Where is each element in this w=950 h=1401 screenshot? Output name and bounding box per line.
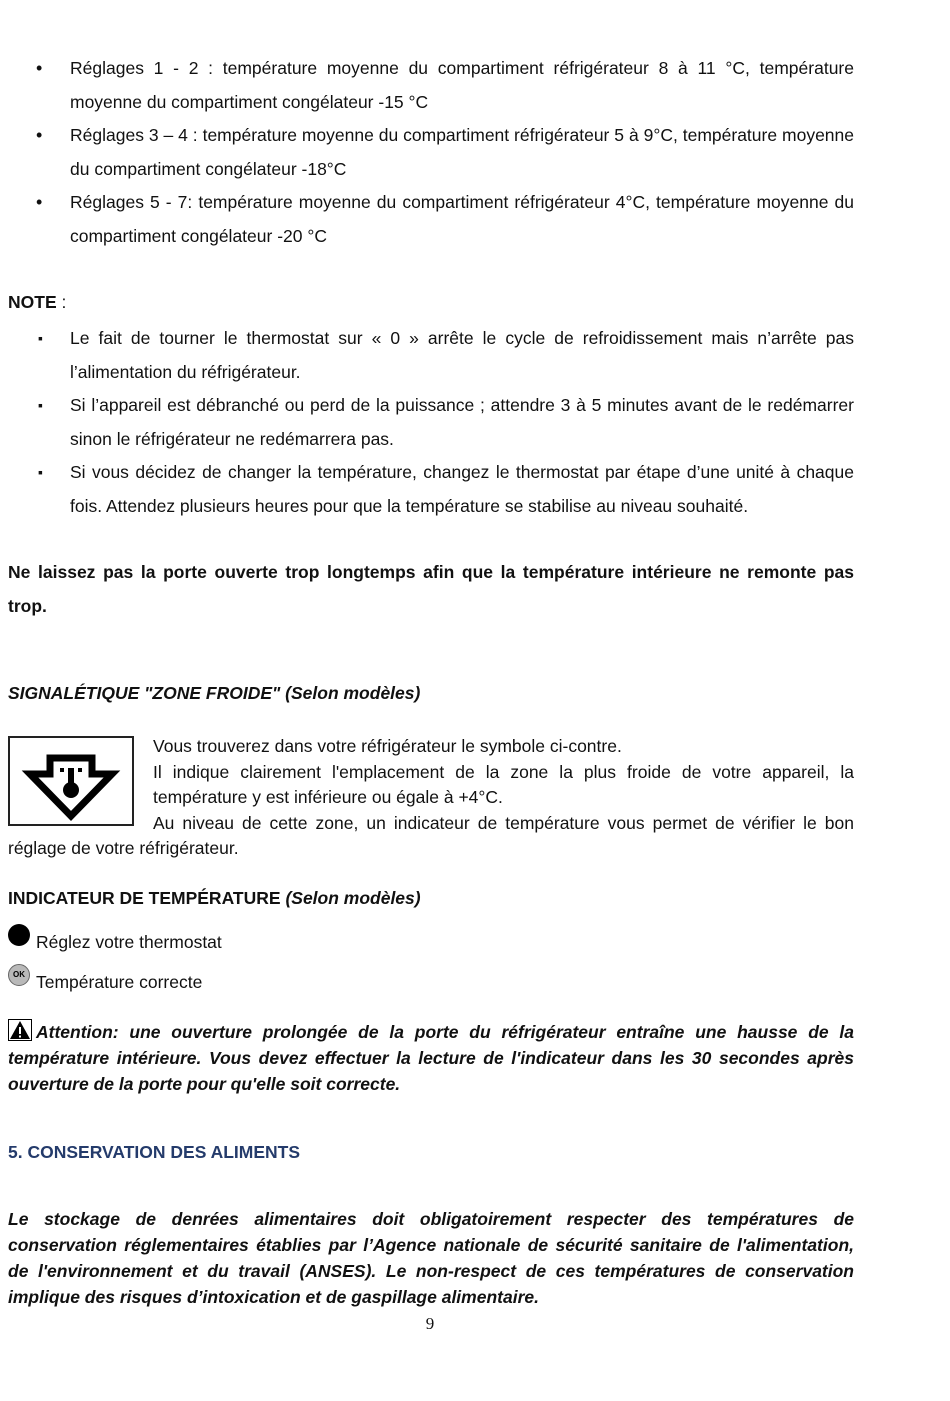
cold-zone-line: Au niveau de cette zone, un indicateur de température vous permet de vérifier le bon réglage de votre réfrigérateur.: [8, 812, 854, 858]
indicator-title-text: INDICATEUR DE TEMPÉRATURE: [8, 888, 281, 908]
indicator-correct-row: [8, 956, 202, 993]
attention-text: Attention: une ouverture prolongée de la porte du réfrigérateur entraîne une hausse de la température intérieure. Vous devez effectuer la lecture de l'indicateur dans les 30 secondes après ouverture de la porte pour qu'elle soit correcte.: [8, 1022, 854, 1094]
note-label: NOTE: [8, 292, 57, 312]
cold-zone-description: [8, 734, 854, 862]
note-colon: :: [56, 292, 67, 312]
attention-paragraph: [8, 1019, 854, 1097]
door-warning: Ne laissez pas la porte ouverte trop longtemps afin que la température intérieure ne remonte pas trop.: [8, 562, 854, 616]
note-item: ▪ Si l’appareil est débranché ou perd de la puissance ; attendre 3 à 5 minutes avant de le redémarrer sinon le réfrigérateur ne redémarrera pas.: [0, 389, 950, 456]
warning-icon: [8, 1019, 32, 1041]
indicator-subtitle: (Selon modèles): [285, 888, 421, 908]
cold-zone-line: Vous trouverez dans votre réfrigérateur le symbole ci-contre.: [153, 736, 622, 756]
ok-icon: OK: [8, 964, 30, 986]
cold-zone-title: SIGNALÉTIQUE "ZONE FROIDE" (Selon modèles): [8, 683, 421, 703]
page-number: 9: [425, 1314, 435, 1333]
section-paragraph: Le stockage de denrées alimentaires doit obligatoirement respecter des températures de conservation réglementaires établies par l’Agence nationale de sécurité sanitaire de l'alimentation, de l'environnement et du travail (ANSES). Le non-respect de ces températures de conservation implique des risques d’intoxication et de gaspillage alimentaire.: [8, 1208, 854, 1307]
black-dot-icon: [8, 924, 30, 946]
indicator-title: [8, 888, 421, 909]
note-heading: [8, 292, 66, 313]
indicator-adjust-row: [8, 916, 222, 953]
settings-item: • Réglages 1 - 2 : température moyenne du compartiment réfrigérateur 8 à 11 °C, température moyenne du compartiment congélateur -15 °C: [0, 52, 950, 119]
indicator-correct-text: Température correcte: [36, 972, 203, 992]
indicator-adjust-text: Réglez votre thermostat: [36, 932, 222, 952]
section-title: 5. CONSERVATION DES ALIMENTS: [8, 1141, 301, 1162]
note-item: ▪ Le fait de tourner le thermostat sur « 0 » arrête le cycle de refroidissement mais n’arrête pas l’alimentation du réfrigérateur.: [0, 322, 950, 389]
settings-list: [0, 52, 950, 253]
note-item: ▪ Si vous décidez de changer la température, changez le thermostat par étape d’une unité à chaque fois. Attendez plusieurs heures pour que la température se stabilise au niveau souhaité.: [0, 456, 950, 523]
note-list: [0, 322, 950, 523]
settings-item: • Réglages 3 – 4 : température moyenne du compartiment réfrigérateur 5 à 9°C, température moyenne du compartiment congélateur -18°C: [0, 119, 950, 186]
cold-zone-line: Il indique clairement l'emplacement de la zone la plus froide de votre appareil, la température y est inférieure ou égale à +4°C.: [153, 761, 854, 807]
settings-item: • Réglages 5 - 7: température moyenne du compartiment réfrigérateur 4°C, température moyenne du compartiment congélateur -20 °C: [0, 186, 950, 253]
